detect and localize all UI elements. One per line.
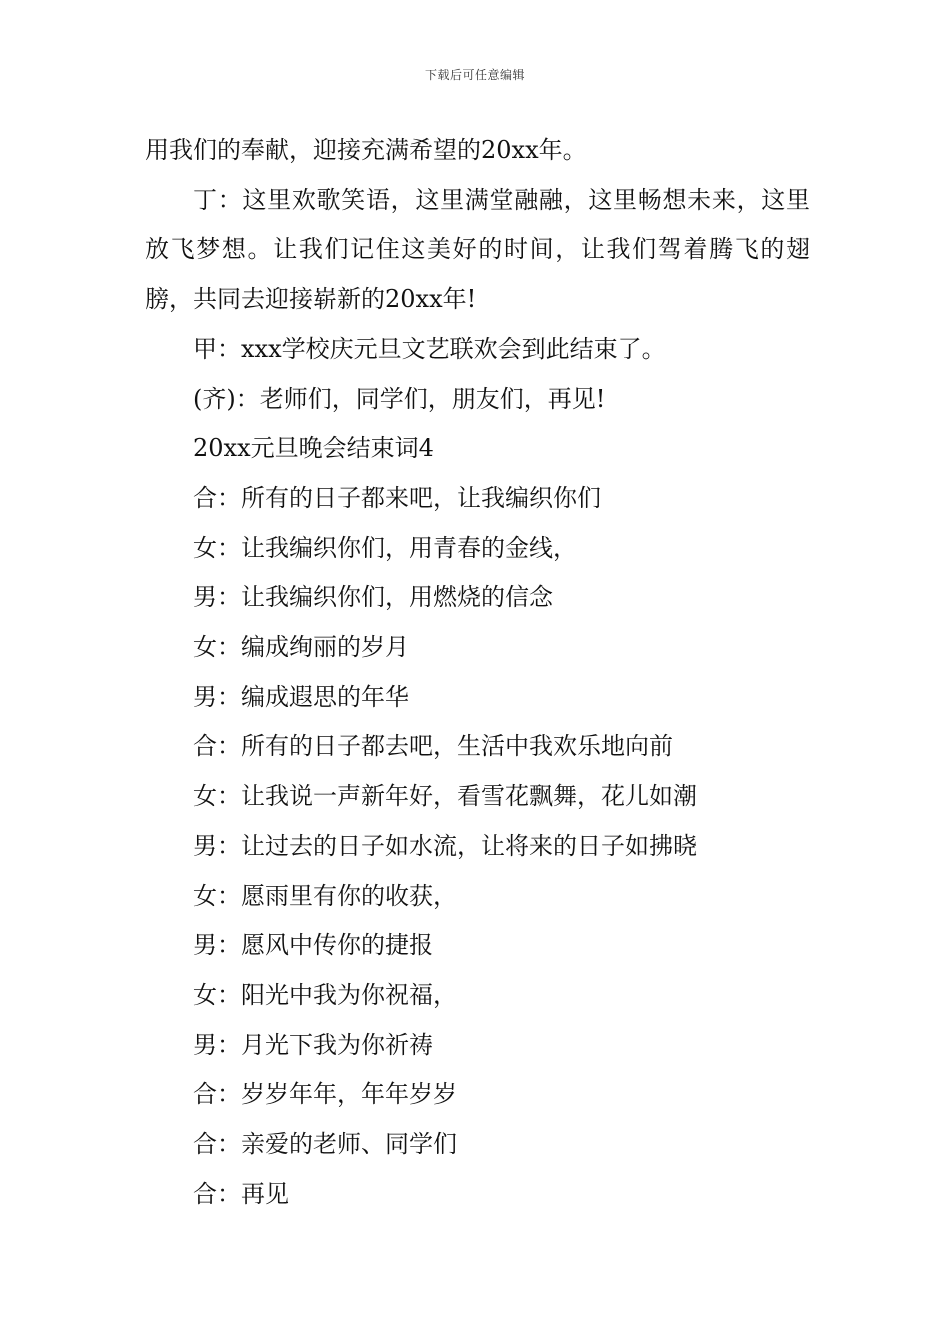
- dialogue-line: 合：亲爱的老师、同学们: [193, 1130, 457, 1159]
- dialogue-line: 女：编成绚丽的岁月: [193, 633, 409, 662]
- dialogue-line: 合：岁岁年年，年年岁岁: [193, 1080, 457, 1109]
- dialogue-line: 男：让过去的日子如水流，让将来的日子如拂晓: [193, 831, 697, 860]
- dialogue-line: 女：愿雨里有你的收获，: [193, 881, 457, 910]
- dialogue-line: 合：所有的日子都来吧，让我编织你们: [193, 483, 601, 512]
- dialogue-line: 合：再见: [193, 1179, 289, 1208]
- dialogue-line: 女：让我编织你们，用青春的金线，: [193, 533, 577, 562]
- paragraph: 用我们的奉献，迎接充满希望的20xx年。: [145, 136, 587, 164]
- section-title: 20xx元旦晚会结束词4: [193, 434, 434, 463]
- document-body: [145, 126, 810, 1219]
- dialogue-line: 男：让我编织你们，用燃烧的信念: [193, 583, 553, 612]
- paragraph: (齐)：老师们，同学们，朋友们，再见!: [193, 384, 606, 413]
- dialogue-line: 男：编成遐思的年华: [193, 682, 409, 711]
- paragraph: 甲：xxx学校庆元旦文艺联欢会到此结束了。: [193, 334, 666, 363]
- dialogue-line: 男：愿风中传你的捷报: [193, 931, 433, 960]
- dialogue-line: 男：月光下我为你祈祷: [193, 1030, 433, 1059]
- dialogue-line: 合：所有的日子都去吧，生活中我欢乐地向前: [193, 732, 673, 761]
- dialogue-line: 女：阳光中我为你祝福，: [193, 980, 457, 1009]
- paragraph: 丁：这里欢歌笑语，这里满堂融融，这里畅想未来，这里放飞梦想。让我们记住这美好的时间，让我们驾着腾飞的翅膀，共同去迎接崭新的20xx年!: [145, 185, 810, 314]
- page-header: 下载后可任意编辑: [424, 68, 525, 82]
- dialogue-line: 女：让我说一声新年好，看雪花飘舞，花儿如潮: [193, 782, 697, 811]
